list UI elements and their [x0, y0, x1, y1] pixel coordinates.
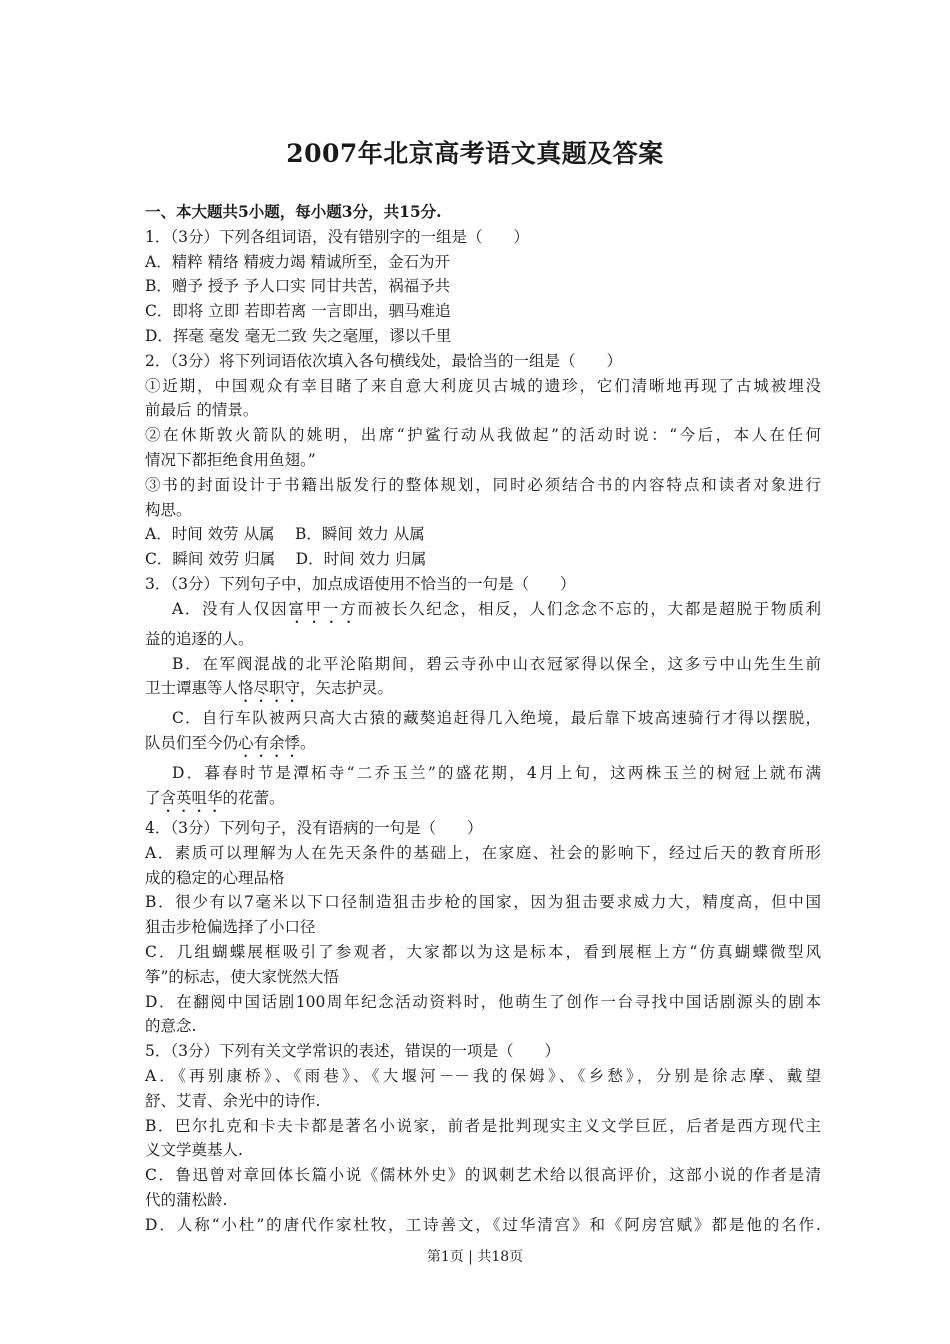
question-1-option-c: C．即将 立即 若即若离 一言即出，驷马难追 [145, 302, 451, 321]
question-3-option-b-cont [145, 676, 821, 706]
question-4-option-b: B．很少有以7毫米以下口径制造狙击步枪的国家，因为狙击要求威力大，精度高，但中国 [145, 893, 821, 912]
question-2-options-ab: A．时间 效劳 从属 B．瞬间 效力 从属 [145, 525, 425, 544]
question-2-sentence-1-cont: 前最后 的情景。 [145, 401, 259, 420]
question-4-option-d-cont: 的意念. [145, 1017, 197, 1036]
q3d-text: 了 [145, 788, 161, 807]
q3a-text-rest: 而被长久纪念，相反，人们念念不忘的，大都是超脱于物质利 [357, 599, 821, 618]
question-3-option-d-cont [145, 786, 821, 816]
question-4-option-d: D．在翻阅中国话剧100周年纪念活动资料时，他萌生了创作一台寻找中国话剧源头的剧本 [145, 992, 821, 1011]
question-5-option-c: C．鲁迅曾对章回体长篇小说《儒林外史》的讽刺艺术给以很高评价，这部小说的作者是清 [145, 1166, 821, 1185]
question-3-option-a [145, 597, 821, 627]
q3d-emphasized-idiom: 含英咀华 [160, 788, 223, 807]
q3a-emphasized-idiom: 富甲一方 [288, 599, 358, 618]
q3c-text-rest: 。 [300, 734, 316, 753]
question-2-sentence-2-cont: 情况下都拒绝食用鱼翅。” [145, 450, 316, 469]
question-5-option-a-cont: 舒、艾青、余光中的诗作. [145, 1091, 321, 1110]
question-2-sentence-1: ①近期，中国观众有幸目睹了来自意大利庞贝古城的遗珍，它们清晰地再现了古城被埋没 [145, 376, 821, 395]
question-3-stem: 3．（3分）下列句子中，加点成语使用不恰当的一句是（ ） [145, 574, 576, 593]
q3a-text: A．没有人仅因 [172, 599, 289, 618]
question-2-stem: 2．（3分）将下列词语依次填入各句横线处，最恰当的一组是（ ） [145, 351, 622, 370]
question-3-option-c-cont [145, 731, 821, 761]
q3b-emphasized-idiom: 恪尽职守 [238, 679, 301, 698]
question-2-sentence-2: ②在休斯敦火箭队的姚明，出席“护鲨行动从我做起”的活动时说：“今后，本人在任何 [145, 426, 821, 445]
question-1-option-d: D．挥毫 毫发 毫无二致 失之毫厘，谬以千里 [145, 326, 452, 345]
page-footer: 第1页 | 共18页 [426, 1249, 524, 1265]
question-5-option-d: D．人称“小杜”的唐代作家杜牧，工诗善文，《过华清宫》和《阿房宫赋》都是他的名作. [145, 1215, 821, 1234]
question-1-option-b: B．赠予 授予 予人口实 同甘共苦，祸福予共 [145, 277, 451, 296]
question-1-stem: 1．（3分）下列各组词语，没有错别字的一组是（ ） [145, 227, 529, 246]
q3b-text: 卫士谭惠等人 [145, 679, 239, 698]
question-5-option-b-cont: 义文学奠基人. [145, 1141, 243, 1160]
question-1-option-a: A．精粹 精络 精疲力竭 精诚所至，金石为开 [145, 252, 450, 271]
question-3-option-c: C．自行车队被两只高大古猿的藏獒追赶得几入绝境，最后靠下坡高速骑行才得以摆脱， [172, 709, 821, 728]
question-5-option-a: A．《再别康桥》、《雨巷》、《大堰河－－我的保姆》、《乡愁》，分别是徐志摩、戴望 [145, 1066, 821, 1085]
q3c-text: 队员们至今仍 [145, 734, 239, 753]
document-body [145, 200, 821, 1237]
question-3-option-d: D．暮春时节是潭柘寺“二乔玉兰”的盛花期，4月上旬，这两株玉兰的树冠上就布满 [172, 764, 821, 783]
question-3-option-b: B．在军阀混战的北平沦陷期间，碧云寺孙中山衣冠冢得以保全，这多亏中山先生生前 [172, 654, 821, 673]
q3c-emphasized-idiom: 心有余悸 [238, 734, 301, 753]
question-5-option-c-cont: 代的蒲松龄. [145, 1190, 228, 1209]
question-4-option-b-cont: 狙击步枪偏选择了小口径 [145, 918, 316, 937]
q3d-text-rest: 的花蕾。 [222, 788, 285, 807]
question-5-option-b: B．巴尔扎克和卡夫卡都是著名小说家，前者是批判现实主义文学巨匠，后者是西方现代主 [145, 1116, 821, 1135]
question-4-option-c-cont: 筝”的标志，使大家恍然大悟 [145, 967, 339, 986]
q3b-text-rest: ，矢志护灵。 [300, 679, 394, 698]
question-4-stem: 4．（3分）下列句子，没有语病的一句是（ ） [145, 818, 483, 837]
question-4-option-a-cont: 成的稳定的心理品格 [145, 868, 285, 887]
question-2-options-cd: C．瞬间 效劳 归属 D．时间 效力 归属 [145, 550, 427, 569]
question-4-option-c: C．几组蝴蝶展框吸引了参观者，大家都以为这是标本，看到展框上方“仿真蝴蝶微型风 [145, 942, 821, 961]
question-2-sentence-3: ③书的封面设计于书籍出版发行的整体规划，同时必须结合书的内容特点和读者对象进行 [145, 475, 821, 494]
question-3-option-a-cont: 益的追逐的人。 [145, 629, 254, 648]
document-title: 2007年北京高考语文真题及答案 [286, 139, 664, 168]
question-5-stem: 5．（3分）下列有关文学常识的表述，错误的一项是（ ） [145, 1042, 560, 1061]
question-4-option-a: A．素质可以理解为人在先天条件的基础上，在家庭、社会的影响下，经过后天的教育所形 [145, 843, 821, 862]
question-2-sentence-3-cont: 构思。 [145, 500, 192, 519]
section-heading: 一、本大题共5小题，每小题3分，共15分. [145, 202, 442, 221]
